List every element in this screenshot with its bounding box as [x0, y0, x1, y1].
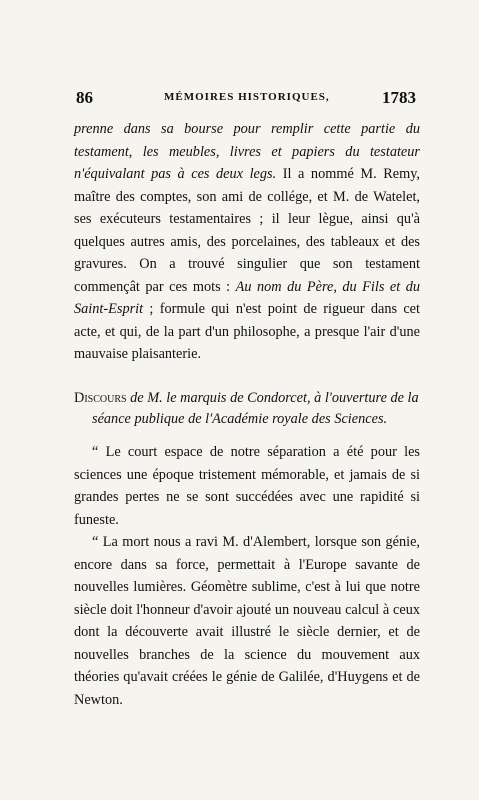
speech-paragraph-1: “ Le court espace de notre séparation a été pour les sciences une époque tristement mémorable, et jamais de si grandes pertes ne se sont succédées avec une rapidité si funeste.: [74, 444, 420, 528]
discours-first-word: Discours: [74, 390, 127, 406]
speech-text: [74, 441, 420, 711]
speech-paragraph-2: “ La mort nous a ravi M. d'Alembert, lorsque son génie, encore dans sa force, permettait à l'Europe savante de nouvelles lumières. Géomètre sublime, c'est à lui que notre siècle doit l'honneur d'avoir ajouté un nouveau calcul à ceux dont la découverte avait illustré le siècle dernier, et de nouvelles branches de la science du mouvement aux théories qu'avait créées le génie de Galilée, d'Huygens et de Newton.: [74, 534, 420, 708]
paragraph-italic-part: prenne dans sa bourse pour remplir cette partie du testament, les meubles, livres et papiers du testateur n'équivalant pas à ces deux legs.: [74, 121, 420, 182]
running-head: MÉMOIRES HISTORIQUES,: [164, 91, 330, 103]
header-year: 1783: [382, 88, 416, 107]
paragraph-roman-part: Il a nommé M. Remy, maître des comptes, son ami de collége, et M. de Watelet, ses exécuteurs testamentaires ; il leur lègue, ainsi qu'à quelques autres amis, des porcelaines, des tableaux et des gravures. On a trouvé singulier que son testament commençât par ces mots :: [74, 166, 420, 295]
discours-heading: [74, 388, 420, 430]
paragraph-italic-quote: Au nom du Père, du Fils et du Saint-Esprit: [74, 278, 420, 317]
paragraph-roman-end: ; formule qui n'est point de rigueur dans cet acte, et qui, de la part d'un philosophe, a presque l'air d'une mauvaise plaisanterie.: [74, 301, 420, 362]
paragraph-testament: [74, 118, 420, 366]
page-header: [76, 88, 416, 110]
discours-rest: de M. le marquis de Condorcet, à l'ouverture de la séance publique de l'Académie royale des Sciences.: [92, 390, 419, 427]
page-number: 86: [76, 88, 93, 107]
